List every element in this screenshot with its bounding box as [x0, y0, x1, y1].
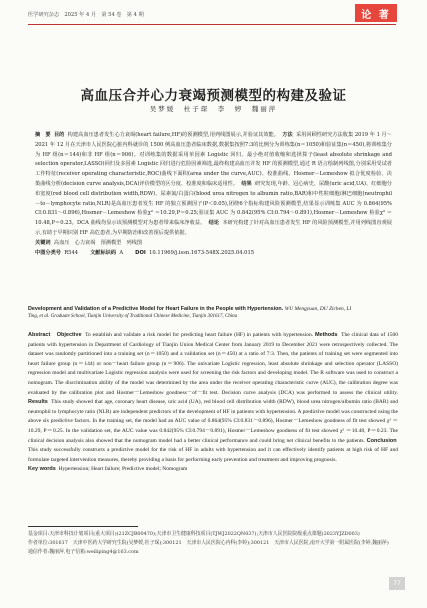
page-number: 77: [389, 577, 405, 590]
abstract-en: [28, 331, 398, 475]
en-results-label: Results: [28, 399, 48, 406]
english-title: Development and Validation of a Predictive Model for Heart Failure in the People with Hypertension.: [28, 306, 284, 312]
doc-label: 文献标识码: [90, 249, 117, 256]
en-objective-text: To establish and validate a risk model for predicting heart failure (HF) in patients with hypertension.: [85, 332, 314, 338]
classification-line: [35, 249, 392, 259]
results-text: 研究发现,年龄、冠心病史、尿酸(uric acid,UA)、红细胞分布宽度(red blood cell distribution width,RDW)、尿素氮/白蛋白(blood urea nitrogen to albumin ratio,BAR)和中性粒细胞/淋巴细胞(neutrophil－to－lymphocyte ratio,NLR)是高血压患者发生 HF 的独立预测因子(P＜0.05),团绕6个指标构建风险预测模型,结果显示训练集 AUC 为 0.864(95% CI:0.831～0.896),Hosmer－Lemeshow 检验χ² ＝10.29,P＝0.25;验证集 AUC 为 0.842(95% CI:0.794～0.891),Hosmer－Lemeshow 检验χ² ＝10.48,P＝0.23。DCA 曲线均显示该预测模型对为患者带来临床净收益。: [35, 180, 392, 227]
abstract-label: 摘 要: [35, 132, 51, 138]
en-methods-text: The clinical data of 1500 patients with hypertension in Department of Cardiology of Tianjin Union Medical Center from January 2019 to December 2021 were retrospectively collected. The dataset was randomly partitioned into a training set (n＝1050) and a validation set (n＝450) at a ratio of 7:3. Then, the patients of training set were segmented into heart failure group (n＝144) or non－heart failure group (n＝906). The univariate Logistic regression, least absolute shrinkage and selection operator (LASSO) regression model and multivariate Logistic regression analysis were used for screening the risk factors and developing model. The R software was used to construct a nomogram. The discrimination ability of the model was determined by the area under the receiver operating characteristic curve (AUC), the calibration degree was evaluated by the calibration plot and Hosmer－Lemeshow goodness－of－fit test. Decision curve analysis (DCA) was performed to assess the clinical utility.: [28, 332, 398, 396]
clc-value: R544: [64, 249, 79, 256]
results-label: 结果: [241, 180, 252, 187]
english-authors-inline: WU Mengyuan, DU Zichen, LI: [284, 306, 352, 312]
article-title: 高血压合并心力衰竭预测模型的构建及验证: [80, 88, 347, 104]
methods-text: 采用回顾性研究方法收集 2019 年 1 月～2021 年 12 月在天津市人民医院心脏内科就诊的 1500 例高血压患者临床数据,数据集按照7:3的比例分为训练集(n＝1050)和验证集(n＝450),将训练集分为 HF 组(n＝144)和非 HF 组(n＝906)。对训练集的数据采用单因素 Logistic 回归、最小绝对值收缩和选择算子(least absolute shrinkage and selection operator,LASSO)回归及多因素 Logistic 回归进行危险因素筛选,最终构建高血压并发 HF 的预测模型,通过 R 语言绘制列线图,分别采用受试者工作特征(receiver operating characteristic,ROC)曲线下面积(area under the curve,AUC)、校准曲线、Hosmer－Lemeshow 拟合优度检验、决策曲线分析(decision curve analysis,DCA)评价模型的区分度、校准度和临床适用性。: [35, 132, 392, 187]
en-objective-label: Abstract Objective: [28, 332, 82, 338]
fund-note: 基金项目:天津市科技计划项目(重大项目)(21ZCJB00470);天津市卫生健康科技项目(TJWJ2022QN037);天津市人民医院院级重点课题(2023YJZD003): [28, 531, 360, 537]
abstract-cn: [35, 131, 392, 258]
keywords-label: 关键词: [35, 239, 51, 246]
doi-label: DOI: [135, 249, 146, 256]
keywords-text: 高血压 心力衰竭 预测模型 列线图: [53, 239, 143, 246]
english-authors: Ting, et al. Graduate School, Tianjin University of Traditional Chinese Medicine, Tianjin 301617, China: [28, 314, 238, 319]
keywords-line: [35, 239, 392, 249]
unit-note: 作者单位:301617 天津中医药大学研究生院(吴梦媛,杜子琛);300121 天津市人民医院心内科(李婷);300121 天津市人民医院,南开大学第一附属医院(李婷,魏丽萍): [28, 540, 389, 547]
en-conclusion-label: Conclusion: [366, 437, 397, 444]
article-authors: 吴梦媛 杜子琛 李 婷 魏丽萍: [149, 105, 278, 113]
en-conclusion-text: This study successfully constructs a predictive model for the risk of HF in adults with hypertension and it can effectively identify patients at high risk of HF and formulate targeted intervention measures, thereby providing a basis for performing early prevention and treatment and improving prognosis.: [28, 447, 398, 463]
en-methods-label: Methods: [314, 332, 338, 338]
en-results-text: This study showed that age, coronary heart disease, uric acid (UA), red blood cell distribution width (RDW), blood urea nitrogen/albumin ratio (BAR) and neutrophil to lymphocyte ratio (NLR) are independent predictors of the development of HF in patients with hypertension. A predictive model was constructed using the above six predictive factors. In the training set, the model had an AUC value of 0.864(95% CI:0.831－0.896), Hosmer－Lemeshow goodness of fit test showed χ² ＝10.29, P＝0.25. In the validation set, the AUC value was 0.842(95% CI:0.794－0.891), Hosmer－Lemeshow goodness of fit test showed χ² ＝10.48, P＝0.23. The clinical decision analysis also showed that the nomogram model had a better clinical performance and could bring net clinical benefits to the patients.: [28, 399, 399, 444]
en-keywords-text: Hypertension; Heart failure; Predictive model; Nomogram: [58, 466, 188, 473]
doc-value: A: [119, 249, 124, 256]
methods-label: 方法: [282, 132, 293, 138]
header-rule: [28, 24, 396, 25]
english-title-line: [28, 305, 398, 313]
clc-label: 中图分类号: [35, 249, 61, 256]
objective-text: 构建高血压患者发生心力衰竭(heart failure,HF)的预测模型,用列线图展示,并验证其效能。: [67, 132, 279, 138]
objective-label: 目的: [53, 132, 65, 138]
journal-header: 医学研究杂志 2025 年 4 月 第 54 卷 第 4 期: [28, 12, 144, 18]
en-keywords-label: Key words: [28, 466, 56, 473]
doi-value: 10.11969/j.issn.1673-548X.2025.04.015: [149, 249, 255, 256]
section-badge: 论 著: [355, 4, 397, 22]
en-keywords-line: [28, 465, 398, 475]
conclusion-label: 结论: [208, 220, 220, 227]
footnote-rule: [28, 526, 138, 527]
corresponding-note: 通信作者:魏丽萍,电子信箱:weiliping4@163.com: [28, 549, 139, 556]
conclusion-text: 本研究构建了针对高血压患者发生 HF 的风险预测模型,并用列线图直观展示,有助于早期识别 HF 高危患者,为早期防治和改善预后提供依据。: [35, 220, 392, 236]
footnotes: [28, 530, 400, 558]
